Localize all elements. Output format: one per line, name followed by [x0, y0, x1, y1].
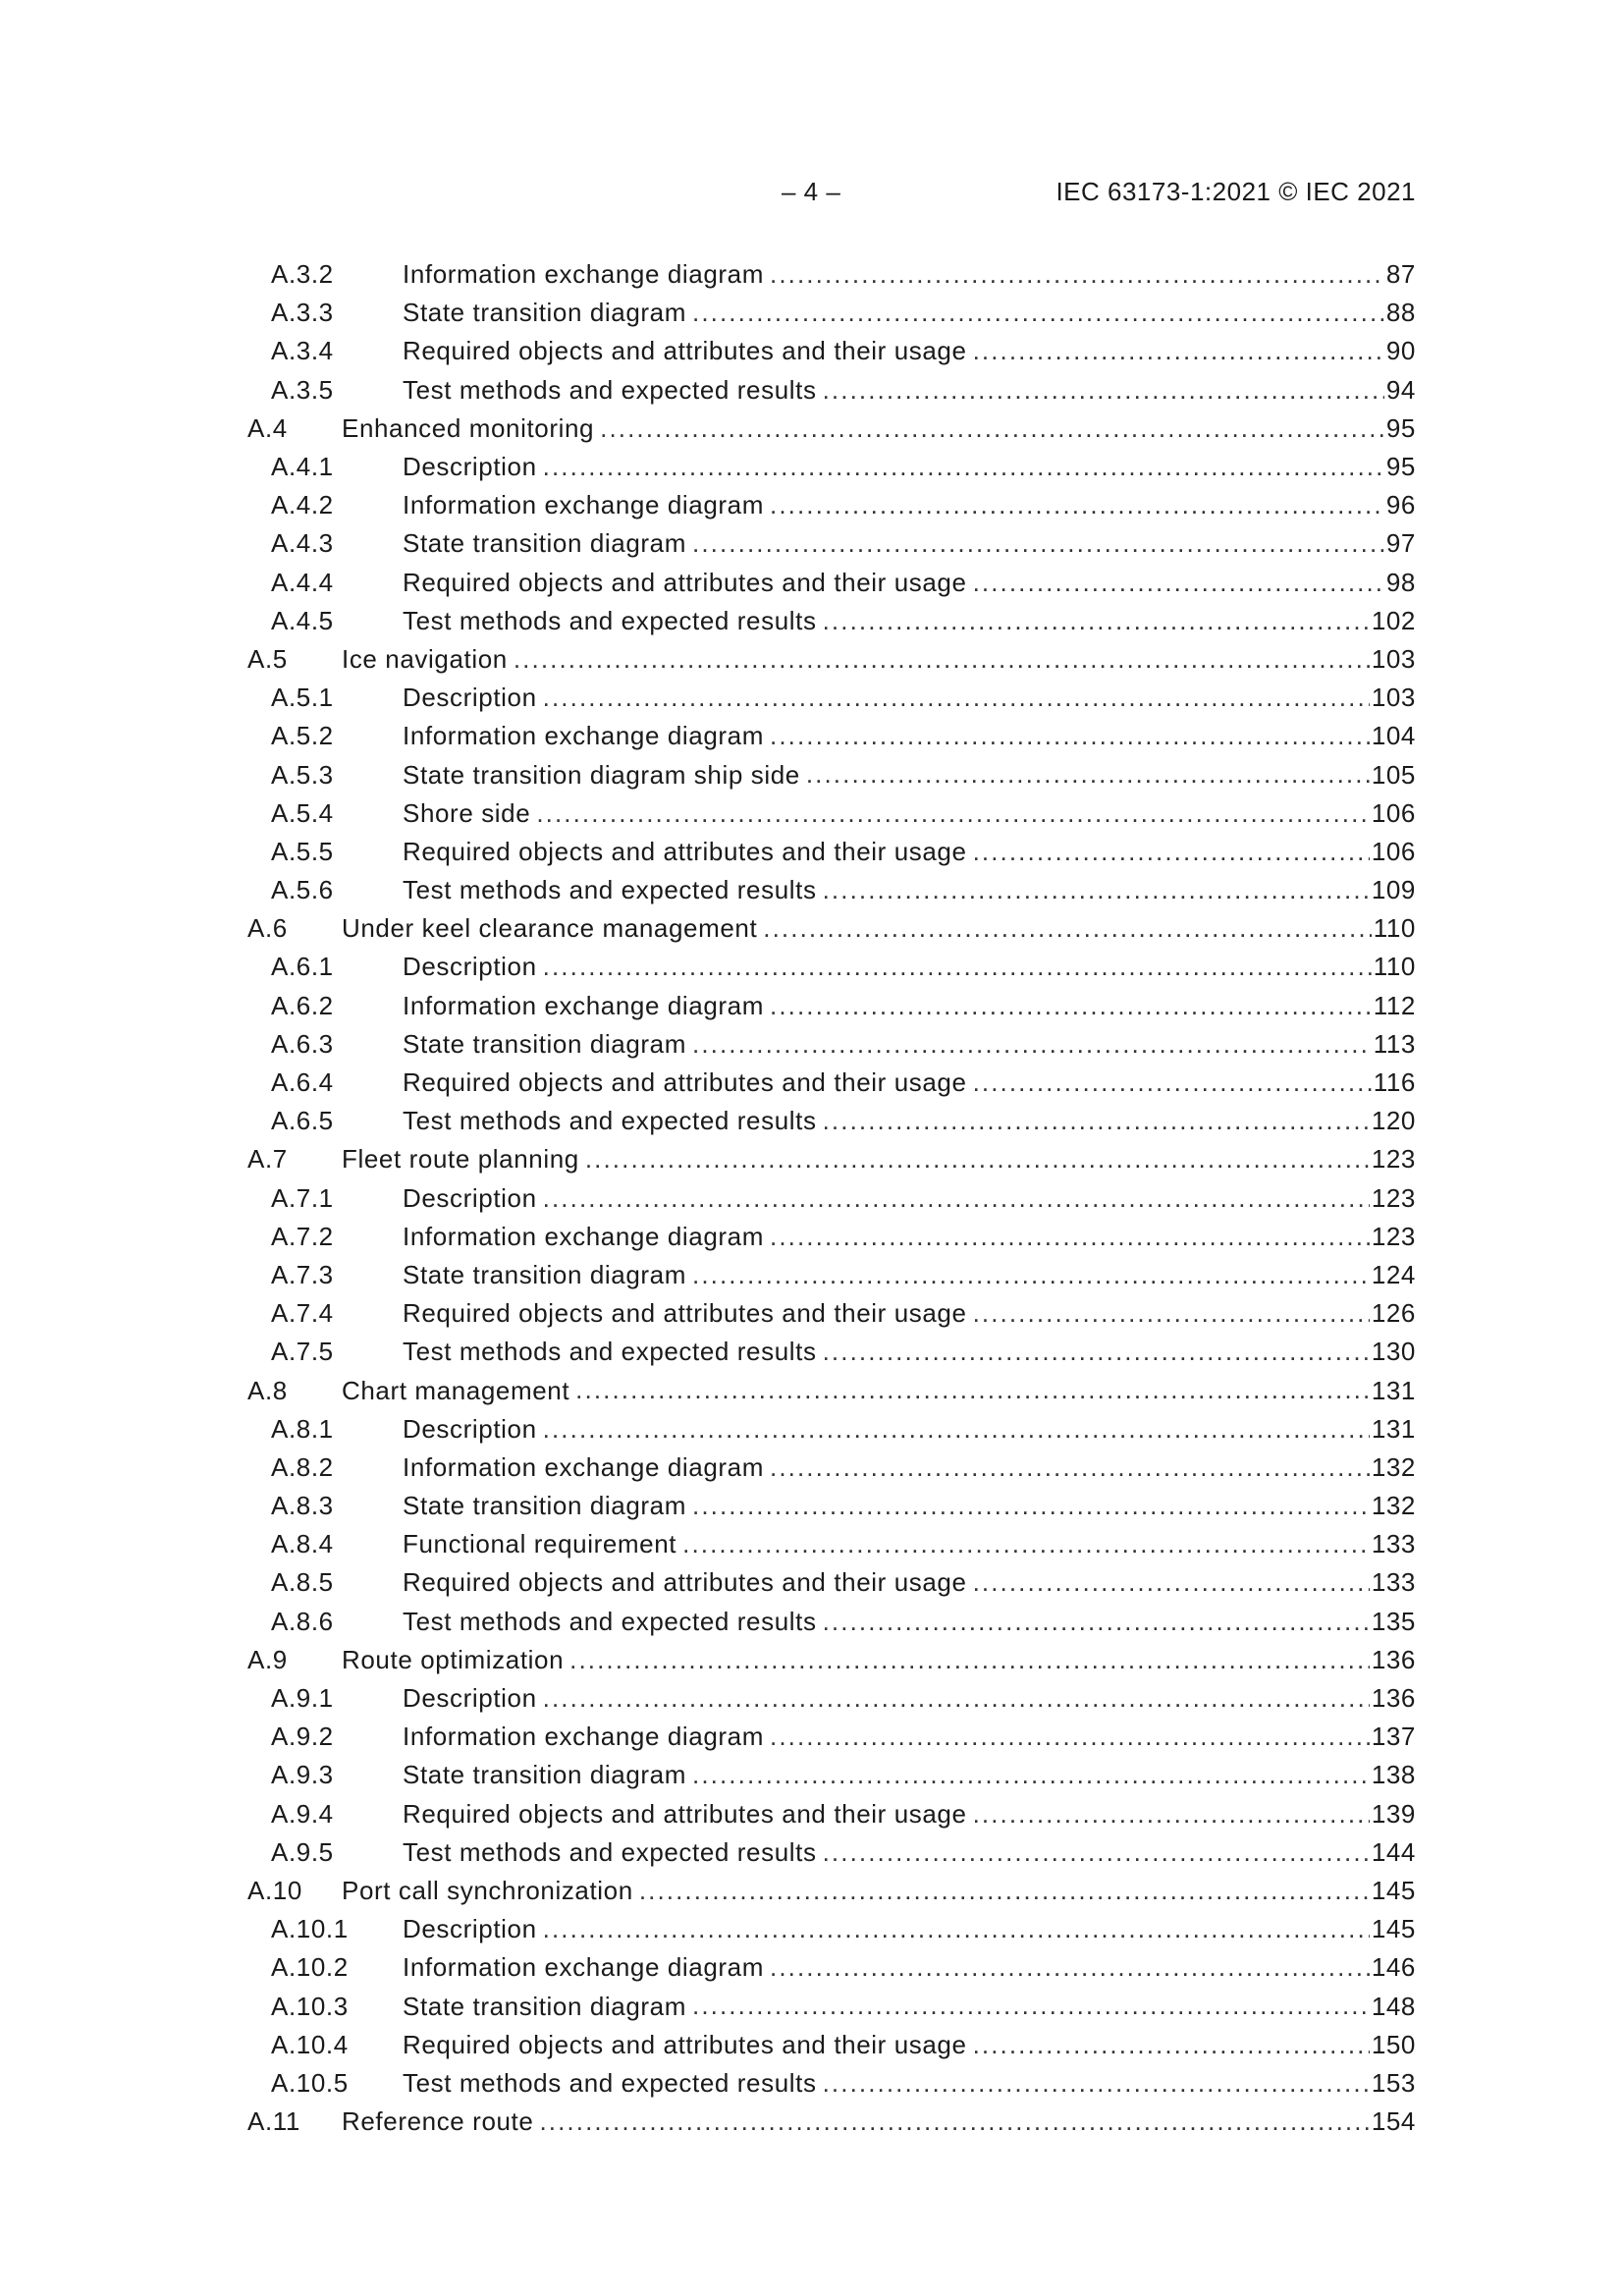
toc-entry-line [342, 640, 1416, 679]
dot-leader [692, 1987, 1370, 2025]
toc-entry-line [403, 1948, 1416, 1987]
toc-subsection-entry[interactable] [247, 1833, 1416, 1872]
toc-entry-line [403, 987, 1416, 1025]
toc-entry-page-number: 123 [1371, 1144, 1416, 1175]
toc-subsection-entry[interactable] [247, 1218, 1416, 1256]
toc-entry-number: A.9.5 [271, 1836, 334, 1867]
dot-leader [823, 371, 1384, 410]
dot-leader [823, 2064, 1370, 2103]
toc-entry-number: A.10.2 [271, 1952, 349, 1983]
toc-entry-line [342, 410, 1416, 448]
toc-entry-page-number: 94 [1385, 374, 1416, 405]
toc-entry-number: A.10.5 [271, 2067, 349, 2098]
toc-entry-page-number: 106 [1371, 797, 1416, 828]
toc-entry-title: Description [403, 683, 537, 713]
toc-entry-page-number: 132 [1371, 1451, 1416, 1482]
toc-subsection-entry[interactable] [247, 1987, 1416, 2025]
dot-leader [543, 448, 1384, 486]
toc-entry-number: A.8.4 [271, 1529, 334, 1559]
toc-entry-page-number: 103 [1371, 683, 1416, 713]
dot-leader [823, 1833, 1370, 1872]
toc-subsection-entry[interactable] [247, 871, 1416, 909]
toc-entry-page-number: 116 [1373, 1067, 1416, 1098]
toc-subsection-entry[interactable] [247, 294, 1416, 332]
dot-leader [806, 755, 1370, 793]
toc-subsection-entry[interactable] [247, 1948, 1416, 1987]
toc-entry-title: Shore side [403, 797, 531, 828]
toc-entry-page-number: 123 [1371, 1182, 1416, 1213]
dot-leader [823, 871, 1370, 909]
toc-entry-title: State transition diagram [403, 528, 686, 559]
toc-entry-number: A.10.1 [271, 1914, 349, 1944]
toc-entry-title: Required objects and attributes and their usage [403, 567, 967, 597]
toc-entry-title: Test methods and expected results [403, 875, 817, 905]
toc-entry-line [403, 486, 1416, 524]
toc-entry-page-number: 131 [1371, 1375, 1416, 1405]
toc-entry-number: A.5 [247, 643, 288, 674]
dot-leader [692, 294, 1384, 332]
toc-entry-title: Required objects and attributes and their usage [403, 2029, 967, 2059]
toc-entry-number: A.4 [247, 412, 288, 443]
toc-subsection-entry[interactable] [247, 2064, 1416, 2103]
toc-entry-title: Route optimization [342, 1644, 565, 1674]
dot-leader [543, 1679, 1370, 1718]
toc-section-entry[interactable] [247, 1641, 1416, 1679]
toc-entry-line [403, 1410, 1416, 1449]
toc-subsection-entry[interactable] [247, 1525, 1416, 1563]
toc-entry-number: A.9.1 [271, 1683, 334, 1714]
toc-entry-title: Information exchange diagram [403, 1722, 765, 1752]
toc-entry-line [403, 332, 1416, 370]
toc-entry-title: Required objects and attributes and their usage [403, 1298, 967, 1329]
toc-entry-line [403, 1603, 1416, 1641]
toc-entry-title: Description [403, 1683, 537, 1714]
dot-leader [770, 1718, 1370, 1756]
toc-subsection-entry[interactable] [247, 1410, 1416, 1449]
dot-leader [770, 1218, 1370, 1256]
toc-entry-title: Required objects and attributes and their usage [403, 836, 967, 866]
toc-entry-line [342, 909, 1416, 948]
toc-entry-line [403, 1487, 1416, 1525]
toc-entry-title: Information exchange diagram [403, 990, 765, 1020]
toc-subsection-entry[interactable] [247, 1487, 1416, 1525]
dot-leader [770, 486, 1384, 524]
toc-entry-title: Functional requirement [403, 1529, 677, 1559]
dot-leader [692, 524, 1384, 563]
toc-entry-number: A.5.3 [271, 759, 334, 790]
toc-entry-line [403, 1563, 1416, 1602]
document-identifier: IEC 63173-1:2021 © IEC 2021 [1055, 177, 1416, 206]
toc-entry-title: Test methods and expected results [403, 2067, 817, 2098]
toc-entry-number: A.8.6 [271, 1606, 334, 1636]
dot-leader [543, 679, 1370, 717]
toc-entry-title: Test methods and expected results [403, 605, 817, 635]
toc-entry-line [342, 1140, 1416, 1178]
dot-leader [585, 1140, 1370, 1178]
toc-entry-page-number: 124 [1371, 1259, 1416, 1289]
toc-entry-line [403, 1256, 1416, 1294]
toc-entry-line [403, 1679, 1416, 1718]
toc-entry-number: A.6.4 [271, 1067, 334, 1098]
toc-subsection-entry[interactable] [247, 717, 1416, 755]
toc-entry-number: A.8.3 [271, 1491, 334, 1521]
toc-entry-line [403, 1910, 1416, 1948]
dot-leader [692, 1025, 1372, 1064]
toc-entry-page-number: 123 [1371, 1221, 1416, 1251]
toc-entry-number: A.4.1 [271, 452, 334, 482]
toc-entry-title: State transition diagram [403, 1028, 686, 1059]
toc-subsection-entry[interactable] [247, 448, 1416, 486]
toc-entry-number: A.5.1 [271, 683, 334, 713]
dot-leader [823, 1603, 1370, 1641]
toc-section-entry[interactable] [247, 909, 1416, 948]
toc-entry-title: State transition diagram [403, 1259, 686, 1289]
toc-entry-title: Test methods and expected results [403, 1606, 817, 1636]
toc-entry-line [403, 1718, 1416, 1756]
toc-entry-title: State transition diagram [403, 1991, 686, 2021]
toc-subsection-entry[interactable] [247, 833, 1416, 871]
toc-entry-line [403, 1833, 1416, 1872]
toc-entry-line [403, 1218, 1416, 1256]
dot-leader [973, 564, 1384, 602]
toc-entry-title: Fleet route planning [342, 1144, 579, 1175]
dot-leader [823, 602, 1370, 640]
dot-leader [770, 987, 1372, 1025]
toc-entry-number: A.6.5 [271, 1106, 334, 1136]
toc-subsection-entry[interactable] [247, 794, 1416, 833]
toc-entry-title: State transition diagram ship side [403, 759, 800, 790]
toc-entry-title: State transition diagram [403, 298, 686, 328]
dot-leader [770, 255, 1384, 294]
toc-entry-title: Required objects and attributes and their usage [403, 1067, 967, 1098]
toc-entry-page-number: 145 [1371, 1875, 1416, 1905]
toc-entry-number: A.3.5 [271, 374, 334, 405]
dot-leader [973, 833, 1370, 871]
toc-entry-line [403, 794, 1416, 833]
toc-entry-line [403, 871, 1416, 909]
toc-subsection-entry[interactable] [247, 1756, 1416, 1794]
toc-entry-page-number: 146 [1371, 1952, 1416, 1983]
toc-subsection-entry[interactable] [247, 1179, 1416, 1218]
toc-entry-line [403, 833, 1416, 871]
toc-entry-number: A.8.5 [271, 1567, 334, 1598]
toc-entry-number: A.9.2 [271, 1722, 334, 1752]
toc-entry-title: Required objects and attributes and their usage [403, 1798, 967, 1829]
dot-leader [692, 1756, 1370, 1794]
dot-leader [770, 717, 1370, 755]
toc-entry-title: State transition diagram [403, 1760, 686, 1790]
page-header [0, 177, 1623, 216]
toc-entry-title: Information exchange diagram [403, 1221, 765, 1251]
toc-entry-number: A.4.5 [271, 605, 334, 635]
toc-subsection-entry[interactable] [247, 486, 1416, 524]
toc-entry-page-number: 120 [1371, 1106, 1416, 1136]
toc-entry-line [403, 2064, 1416, 2103]
toc-entry-title: Enhanced monitoring [342, 412, 595, 443]
toc-subsection-entry[interactable] [247, 1064, 1416, 1102]
toc-entry-page-number: 150 [1371, 2029, 1416, 2059]
toc-entry-number: A.8.1 [271, 1413, 334, 1444]
toc-entry-number: A.4.2 [271, 490, 334, 520]
toc-entry-line [403, 755, 1416, 793]
toc-subsection-entry[interactable] [247, 1333, 1416, 1371]
toc-entry-number: A.6.2 [271, 990, 334, 1020]
toc-subsection-entry[interactable] [247, 255, 1416, 294]
toc-entry-page-number: 87 [1385, 259, 1416, 290]
toc-entry-number: A.7.4 [271, 1298, 334, 1329]
toc-entry-line [403, 294, 1416, 332]
toc-entry-title: Description [403, 1914, 537, 1944]
dot-leader [973, 1563, 1370, 1602]
toc-entry-title: Information exchange diagram [403, 259, 765, 290]
toc-entry-title: Required objects and attributes and their usage [403, 336, 967, 366]
toc-subsection-entry[interactable] [247, 1294, 1416, 1333]
toc-subsection-entry[interactable] [247, 332, 1416, 370]
toc-entry-page-number: 145 [1371, 1914, 1416, 1944]
toc-entry-title: State transition diagram [403, 1491, 686, 1521]
dot-leader [973, 2026, 1370, 2064]
dot-leader [973, 1064, 1372, 1102]
toc-entry-number: A.3.4 [271, 336, 334, 366]
dot-leader [763, 909, 1371, 948]
toc-subsection-entry[interactable] [247, 2026, 1416, 2064]
toc-entry-title: Test methods and expected results [403, 1836, 817, 1867]
toc-entry-line [403, 602, 1416, 640]
toc-entry-line [342, 2103, 1416, 2141]
toc-entry-number: A.6.1 [271, 952, 334, 982]
toc-entry-line [403, 1102, 1416, 1140]
toc-entry-page-number: 97 [1385, 528, 1416, 559]
toc-entry-number: A.7.1 [271, 1182, 334, 1213]
toc-entry-page-number: 110 [1373, 952, 1416, 982]
toc-subsection-entry[interactable] [247, 1102, 1416, 1140]
toc-entry-page-number: 102 [1371, 605, 1416, 635]
toc-entry-page-number: 95 [1385, 452, 1416, 482]
toc-entry-line [403, 564, 1416, 602]
toc-entry-line [403, 1449, 1416, 1487]
toc-entry-page-number: 136 [1371, 1644, 1416, 1674]
toc-subsection-entry[interactable] [247, 1449, 1416, 1487]
toc-entry-title: Description [403, 952, 537, 982]
toc-subsection-entry[interactable] [247, 948, 1416, 986]
toc-entry-line [403, 717, 1416, 755]
toc-entry-number: A.5.2 [271, 721, 334, 751]
dot-leader [600, 410, 1384, 448]
dot-leader [575, 1371, 1370, 1409]
toc-subsection-entry[interactable] [247, 755, 1416, 793]
toc-entry-number: A.11 [247, 2106, 300, 2137]
toc-entry-page-number: 109 [1371, 875, 1416, 905]
dot-leader [823, 1102, 1370, 1140]
toc-entry-page-number: 113 [1373, 1028, 1416, 1059]
toc-entry-number: A.3.3 [271, 298, 334, 328]
toc-entry-title: Reference route [342, 2106, 534, 2137]
dot-leader [973, 1294, 1370, 1333]
toc-entry-line [403, 371, 1416, 410]
toc-entry-title: Ice navigation [342, 643, 508, 674]
toc-subsection-entry[interactable] [247, 1718, 1416, 1756]
toc-entry-number: A.10.4 [271, 2029, 349, 2059]
toc-entry-line [403, 1333, 1416, 1371]
toc-entry-title: Information exchange diagram [403, 1952, 765, 1983]
toc-entry-number: A.5.6 [271, 875, 334, 905]
toc-entry-number: A.7.5 [271, 1337, 334, 1367]
toc-subsection-entry[interactable] [247, 1679, 1416, 1718]
toc-entry-number: A.10.3 [271, 1991, 349, 2021]
toc-section-entry[interactable] [247, 1140, 1416, 1178]
toc-entry-page-number: 112 [1373, 990, 1416, 1020]
toc-entry-number: A.7 [247, 1144, 288, 1175]
toc-entry-number: A.10 [247, 1875, 302, 1905]
toc-section-entry[interactable] [247, 2103, 1416, 2141]
toc-entry-title: Description [403, 452, 537, 482]
toc-entry-title: Under keel clearance management [342, 913, 758, 944]
toc-subsection-entry[interactable] [247, 1563, 1416, 1602]
dot-leader [536, 794, 1370, 833]
toc-entry-title: Information exchange diagram [403, 1451, 765, 1482]
toc-entry-number: A.7.2 [271, 1221, 334, 1251]
dot-leader [543, 948, 1372, 986]
toc-entry-number: A.5.4 [271, 797, 334, 828]
toc-entry-line [342, 1641, 1416, 1679]
dot-leader [514, 640, 1370, 679]
toc-entry-line [403, 679, 1416, 717]
dot-leader [973, 332, 1384, 370]
toc-entry-title: Test methods and expected results [403, 1337, 817, 1367]
dot-leader [543, 1910, 1370, 1948]
toc-entry-title: Description [403, 1413, 537, 1444]
toc-entry-page-number: 132 [1371, 1491, 1416, 1521]
toc-entry-number: A.4.3 [271, 528, 334, 559]
toc-entry-line [403, 1987, 1416, 2025]
toc-entry-line [403, 1795, 1416, 1833]
toc-section-entry[interactable] [247, 640, 1416, 679]
dot-leader [692, 1256, 1370, 1294]
toc-subsection-entry[interactable] [247, 1603, 1416, 1641]
toc-entry-page-number: 105 [1371, 759, 1416, 790]
toc-entry-page-number: 153 [1371, 2067, 1416, 2098]
toc-entry-line [342, 1872, 1416, 1910]
dot-leader [770, 1449, 1370, 1487]
toc-entry-number: A.8.2 [271, 1451, 334, 1482]
toc-entry-page-number: 104 [1371, 721, 1416, 751]
toc-entry-line [403, 448, 1416, 486]
toc-entry-number: A.6 [247, 913, 288, 944]
toc-entry-title: Test methods and expected results [403, 374, 817, 405]
toc-entry-page-number: 95 [1385, 412, 1416, 443]
dot-leader [539, 2103, 1369, 2141]
toc-entry-title: Information exchange diagram [403, 490, 765, 520]
toc-entry-number: A.6.3 [271, 1028, 334, 1059]
dot-leader [973, 1795, 1370, 1833]
toc-entry-number: A.9.3 [271, 1760, 334, 1790]
toc-entry-page-number: 130 [1371, 1337, 1416, 1367]
toc-entry-page-number: 139 [1371, 1798, 1416, 1829]
toc-entry-number: A.4.4 [271, 567, 334, 597]
toc-entry-line [403, 1756, 1416, 1794]
toc-entry-page-number: 144 [1371, 1836, 1416, 1867]
toc-subsection-entry[interactable] [247, 371, 1416, 410]
toc-entry-page-number: 137 [1371, 1722, 1416, 1752]
toc-entry-title: Information exchange diagram [403, 721, 765, 751]
toc-entry-title: Required objects and attributes and their usage [403, 1567, 967, 1598]
toc-entry-page-number: 133 [1371, 1529, 1416, 1559]
toc-section-entry[interactable] [247, 1872, 1416, 1910]
toc-subsection-entry[interactable] [247, 564, 1416, 602]
dot-leader [639, 1872, 1370, 1910]
toc-entry-page-number: 88 [1385, 298, 1416, 328]
toc-subsection-entry[interactable] [247, 1910, 1416, 1948]
toc-subsection-entry[interactable] [247, 1256, 1416, 1294]
toc-entry-line [403, 948, 1416, 986]
dot-leader [692, 1487, 1370, 1525]
toc-entry-page-number: 135 [1371, 1606, 1416, 1636]
toc-entry-line [403, 1294, 1416, 1333]
toc-entry-number: A.9.4 [271, 1798, 334, 1829]
toc-entry-line [403, 524, 1416, 563]
toc-subsection-entry[interactable] [247, 987, 1416, 1025]
toc-entry-number: A.9 [247, 1644, 288, 1674]
toc-entry-title: Test methods and expected results [403, 1106, 817, 1136]
toc-entry-page-number: 154 [1371, 2106, 1416, 2137]
toc-entry-page-number: 133 [1371, 1567, 1416, 1598]
toc-entry-page-number: 90 [1385, 336, 1416, 366]
toc-entry-title: Description [403, 1182, 537, 1213]
dot-leader [543, 1179, 1370, 1218]
toc-entry-page-number: 103 [1371, 643, 1416, 674]
toc-entry-number: A.8 [247, 1375, 288, 1405]
dot-leader [682, 1525, 1370, 1563]
dot-leader [569, 1641, 1370, 1679]
toc-entry-page-number: 126 [1371, 1298, 1416, 1329]
toc-entry-number: A.3.2 [271, 259, 334, 290]
toc-entry-line [403, 1064, 1416, 1102]
toc-subsection-entry[interactable] [247, 602, 1416, 640]
toc-entry-page-number: 110 [1373, 913, 1416, 944]
toc-entry-page-number: 148 [1371, 1991, 1416, 2021]
toc-subsection-entry[interactable] [247, 1025, 1416, 1064]
toc-entry-page-number: 131 [1371, 1413, 1416, 1444]
toc-section-entry[interactable] [247, 410, 1416, 448]
dot-leader [770, 1948, 1370, 1987]
toc-entry-page-number: 106 [1371, 836, 1416, 866]
toc-entry-page-number: 136 [1371, 1683, 1416, 1714]
toc-entry-line [403, 1179, 1416, 1218]
dot-leader [543, 1410, 1370, 1449]
table-of-contents [247, 255, 1416, 2141]
toc-entry-line [403, 2026, 1416, 2064]
toc-entry-title: Port call synchronization [342, 1875, 633, 1905]
toc-entry-page-number: 98 [1385, 567, 1416, 597]
toc-entry-page-number: 96 [1385, 490, 1416, 520]
toc-entry-line [403, 1525, 1416, 1563]
toc-entry-line [342, 1371, 1416, 1409]
toc-subsection-entry[interactable] [247, 1795, 1416, 1833]
toc-entry-line [403, 1025, 1416, 1064]
toc-entry-page-number: 138 [1371, 1760, 1416, 1790]
toc-subsection-entry[interactable] [247, 524, 1416, 563]
toc-subsection-entry[interactable] [247, 679, 1416, 717]
toc-entry-title: Chart management [342, 1375, 570, 1405]
page-number: – 4 – [782, 177, 841, 206]
toc-section-entry[interactable] [247, 1371, 1416, 1409]
toc-entry-number: A.7.3 [271, 1259, 334, 1289]
toc-entry-line [403, 255, 1416, 294]
toc-entry-number: A.5.5 [271, 836, 334, 866]
dot-leader [823, 1333, 1370, 1371]
